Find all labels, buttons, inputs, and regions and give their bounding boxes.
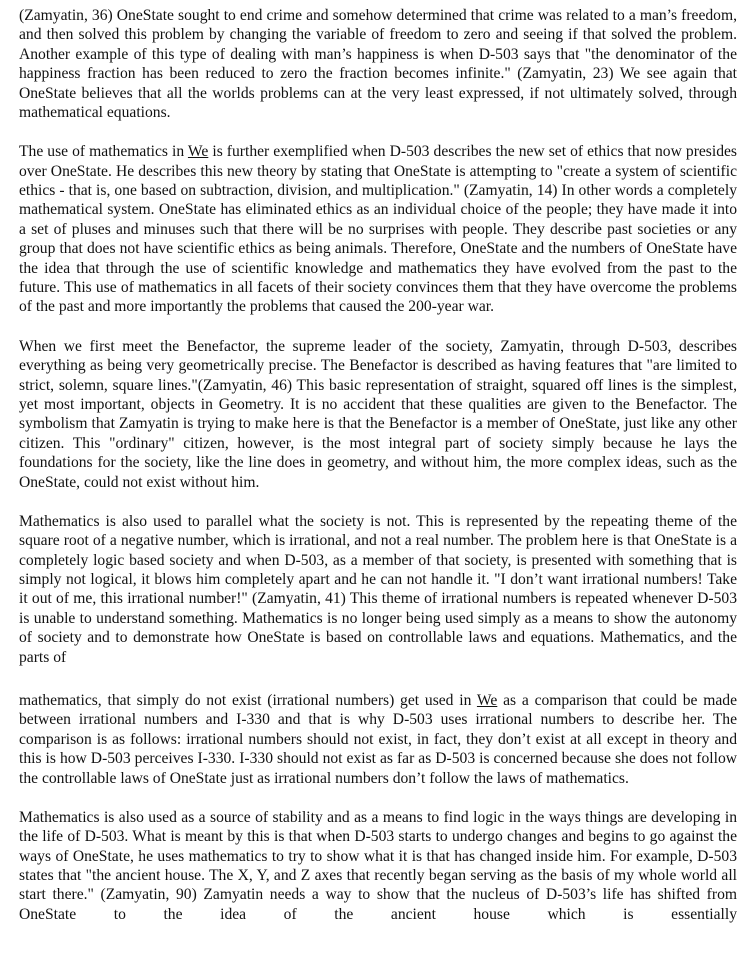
paragraph-benefactor [19,337,737,492]
paragraph-text: Mathematics is also used as a source of stability and as a means to find logic in the ways things are developing in the life of D-503. What is meant by this is that when D-503 starts to undergo changes and begins to go against the ways of OneState, he uses mathematics to try to show what it is that has changed inside him. For example, D-503 states that "the ancient house. The X, Y, and Z axes that recently began serving as the basis of my whole world all start there." (Zamyatin, 90) Zamyatin needs a way to show that the nucleus of D-503’s life has shifted from OneState to the idea of the ancient house which is essentially [19,808,737,923]
paragraph-irrational-numbers [19,512,737,667]
paragraph-scientific-ethics [19,142,737,317]
paragraph-i-330-comparison [19,691,737,788]
paragraph-text: (Zamyatin, 36) OneState sought to end crime and somehow determined that crime was related to a man’s freedom, and then solved this problem by changing the variable of freedom to zero and seeing if that solved the problem. Another example of this type of dealing with man’s happiness is when D-503 says that "the denominator of the happiness fraction has been reduced to zero the fraction becomes infinite." (Zamyatin, 23) We see again that OneState believes that all the worlds problems can at the very least expressed, if not ultimately solved, through mathematical equations. [19,7,737,122]
paragraph-text: is further exemplified when D-503 describes the new set of ethics that now presides over OneState. He describes this new theory by stating that OneState is attempting to "create a system of scientific ethics - that is, one based on subtraction, division, and multiplication." (Zamyatin, 14) In other words a completely mathematical system. OneState has eliminated ethics as an individual choice of the people; they have made it into a set of pluses and minuses such that there will be no surprises with people. They describe past societies or any group that does not have scientific ethics as being animals. Therefore, OneState and the numbers of OneState have the idea that through the use of scientific knowledge and mathematics they have evolved from the past to the future. This use of mathematics in all facets of their society convinces them that they have overcome the problems of the past and more importantly the problems that caused the 200-year war. [19,143,737,316]
paragraph-text: The use of mathematics in [19,143,188,161]
paragraph-stability [19,808,737,924]
paragraph-text: mathematics, that simply do not exist (irrational numbers) get used in [19,691,477,709]
document-page [19,6,737,944]
book-title-we: We [476,691,498,709]
paragraph-crime-and-happiness [19,6,737,122]
paragraph-text: When we first meet the Benefactor, the supreme leader of the society, Zamyatin, through D-503, describes everything as being very geometrically precise. The Benefactor is described as having features that "are limited to strict, solemn, square lines."(Zamyatin, 46) This basic representation of straight, squared off lines is the simplest, yet most important, objects in Geometry. It is no accident that these qualities are given to the Benefactor. The symbolism that Zamyatin is trying to make here is that the Benefactor is a member of OneState, just like any other citizen. This "ordinary" citizen, however, is the most integral part of society simply because he lays the foundations for the society, like the line does in geometry, and without him, the more complex ideas, such as the OneState, could not exist without him. [19,337,737,491]
paragraph-text: as a comparison that could be made between irrational numbers and I-330 and that is why D-503 uses irrational numbers to describe her. The comparison is as follows: irrational numbers should not exist, in fact, they don’t exist at all except in theory and this is how D-503 perceives I-330. I-330 should not exist as far as D-503 is concerned because she does not follow the controllable laws of OneState just as irrational numbers don’t follow the laws of mathematics. [19,691,738,787]
book-title-we: We [187,143,209,161]
paragraph-text: Mathematics is also used to parallel what the society is not. This is represented by the repeating theme of the square root of a negative number, which is irrational, and not a real number. The problem here is that OneState is a completely logic based society and when D-503, as a member of that society, is presented with something that is simply not logical, it blows him completely apart and he can not handle it. "I don’t want irrational numbers! Take it out of me, this irrational number!" (Zamyatin, 41) This theme of irrational numbers is repeated whenever D-503 is unable to understand something. Mathematics is no longer being used simply as a means to show the autonomy of society and to demonstrate how OneState is based on controllable laws and equations. Mathematics, and the parts of [19,512,737,666]
